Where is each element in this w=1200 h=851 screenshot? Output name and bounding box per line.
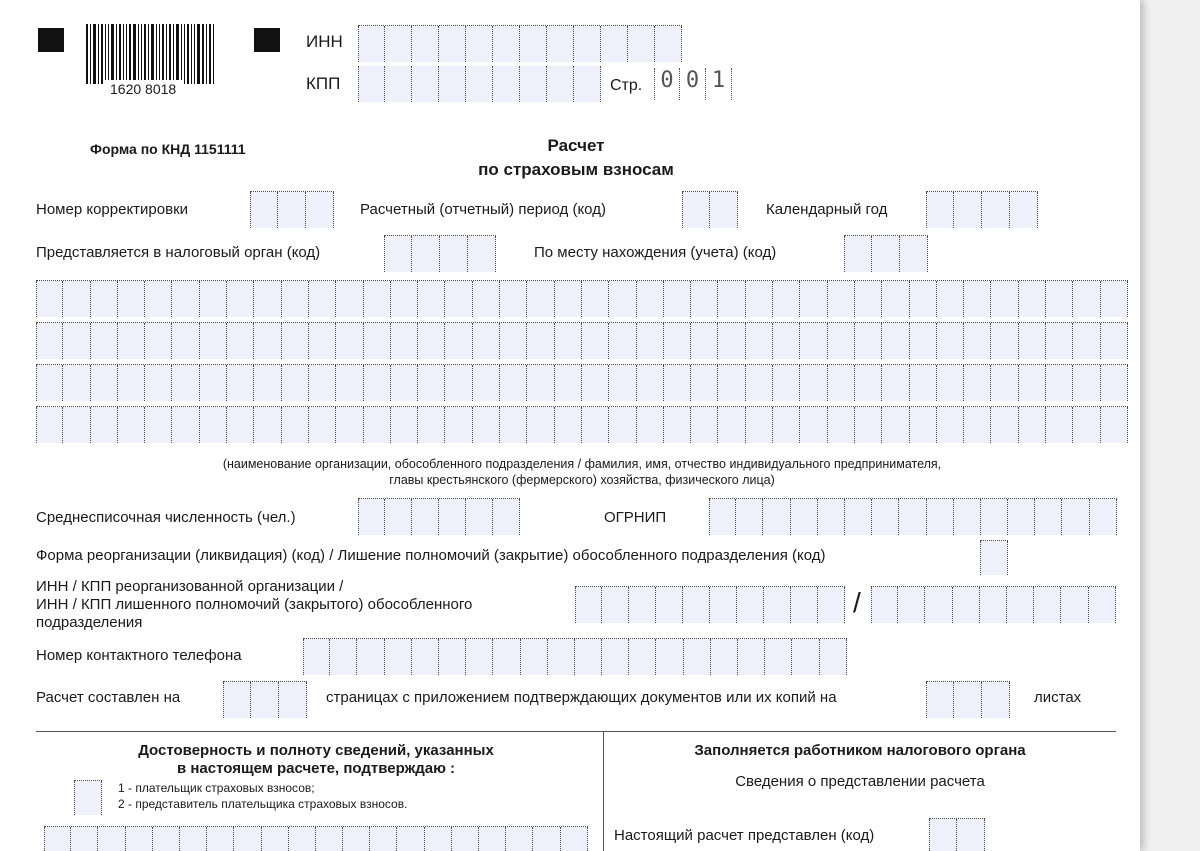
tax-office-subtitle: Сведения о представлении расчета <box>735 773 985 790</box>
confirm-title-line2: в настоящем расчете, подтверждаю : <box>176 760 456 777</box>
pages-prefix-label: Расчет составлен на <box>36 689 181 706</box>
form-subtitle: по страховым взносам <box>478 160 674 179</box>
location-code-field[interactable] <box>844 235 928 272</box>
barcode-number: 1620 8018 <box>104 80 182 98</box>
pages-suffix-label: листах <box>1034 689 1082 706</box>
page-label: Стр. <box>610 77 643 94</box>
signer-name-field[interactable] <box>44 826 588 851</box>
phone-label: Номер контактного телефона <box>36 647 242 664</box>
corner-marker-left <box>38 28 64 52</box>
org-name-row-2[interactable] <box>36 322 1128 359</box>
reorg-inn-label-line1: ИНН / КПП реорганизованной организации / <box>36 578 344 595</box>
page-digit: 1 <box>706 68 732 100</box>
location-code-label: По месту нахождения (учета) (код) <box>534 244 777 261</box>
calendar-year-label: Календарный год <box>766 201 888 218</box>
tax-authority-label: Представляется в налоговый орган (код) <box>36 244 321 261</box>
kpp-field[interactable] <box>358 66 601 102</box>
org-name-row-4[interactable] <box>36 406 1128 443</box>
calendar-year-field[interactable] <box>926 191 1038 228</box>
phone-field[interactable] <box>303 638 847 675</box>
pages-count-field[interactable] <box>223 681 307 718</box>
submitted-code-field[interactable] <box>929 818 985 851</box>
reorg-form-label: Форма реорганизации (ликвидация) (код) / Лишение полномочий (закрытие) обособленного подразделения (код) <box>36 547 826 564</box>
corner-marker-right <box>254 28 280 52</box>
reorg-inn-label-line2: ИНН / КПП лишенного полномочий (закрытого) обособленного <box>36 596 473 613</box>
kpp-label: КПП <box>306 74 341 93</box>
org-name-caption-line2: главы крестьянского (фермерского) хозяйства, физического лица) <box>389 473 775 487</box>
page-digit: 0 <box>680 68 706 100</box>
confirm-title-line1: Достоверность и полноту сведений, указанных <box>138 742 494 759</box>
inn-kpp-slash: / <box>853 587 861 618</box>
confirm-option-2: 2 - представитель плательщика страховых взносов. <box>118 797 408 811</box>
inn-label: ИНН <box>306 32 343 51</box>
confirm-option-1: 1 - плательщик страховых взносов; <box>118 781 315 795</box>
reorg-kpp-field[interactable] <box>871 586 1116 623</box>
ogrnip-label: ОГРНИП <box>604 509 667 526</box>
headcount-label: Среднесписочная численность (чел.) <box>36 509 296 526</box>
ogrnip-field[interactable] <box>709 498 1117 535</box>
section-divider <box>36 731 1116 732</box>
org-name-row-3[interactable] <box>36 364 1128 401</box>
correction-number-label: Номер корректировки <box>36 201 189 218</box>
sheets-count-field[interactable] <box>926 681 1010 718</box>
tax-authority-field[interactable] <box>384 235 496 272</box>
period-code-label: Расчетный (отчетный) период (код) <box>360 201 606 218</box>
form-title: Расчет <box>547 136 605 155</box>
reorg-inn-field[interactable] <box>575 586 845 623</box>
headcount-field[interactable] <box>358 498 520 535</box>
page-digit: 0 <box>654 68 680 100</box>
inn-field[interactable] <box>358 25 682 62</box>
correction-number-field[interactable] <box>250 191 334 228</box>
pages-middle-label: страницах с приложением подтверждающих документов или их копий на <box>326 689 837 706</box>
reorg-inn-label-line3: подразделения <box>36 614 143 631</box>
tax-office-title: Заполняется работником налогового органа <box>694 742 1026 759</box>
page-number-field <box>654 68 732 100</box>
org-name-row-1[interactable] <box>36 280 1128 317</box>
period-code-field[interactable] <box>682 191 738 228</box>
reorg-form-field[interactable] <box>980 540 1008 575</box>
form-knd-label: Форма по КНД 1151111 <box>90 141 246 157</box>
submitted-code-label: Настоящий расчет представлен (код) <box>614 827 875 844</box>
confirm-signer-field[interactable] <box>74 780 102 815</box>
org-name-caption-line1: (наименование организации, обособленного подразделения / фамилия, имя, отчество индивидуального предпринимателя, <box>222 457 942 471</box>
barcode-image <box>86 24 216 84</box>
